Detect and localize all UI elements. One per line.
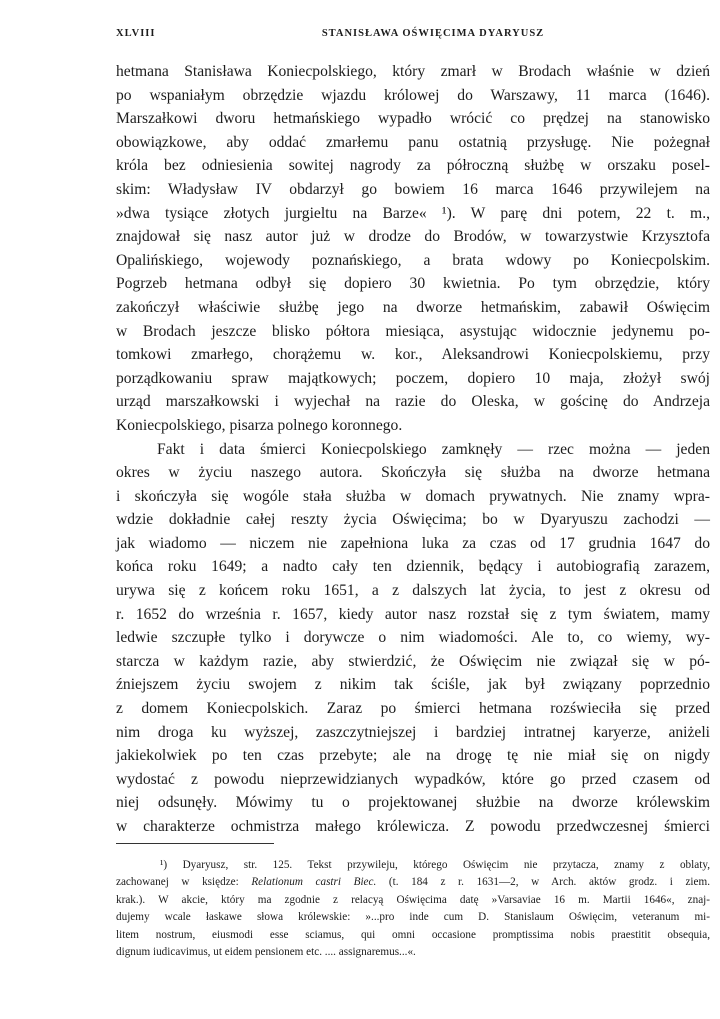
text-line: po wspaniałym obrzędzie wjazdu królowej do Warszawy, 11 marca (1646).	[116, 86, 710, 104]
text-line: okres w życiu naszego autora. Skończyła się służba na dworze hetmana	[116, 464, 710, 482]
text-line: wydostać z powodu nieprzewidzianych wypadków, które go przed czasem od	[116, 770, 710, 788]
footnote-line	[116, 874, 710, 891]
footnote-rule	[116, 843, 274, 844]
text-line: niej odsunęły. Mówimy tu o projektowanej służbie na dworze królewskim	[116, 794, 710, 812]
text-line: urywa się z końcem roku 1651, a z dalszych lat życia, to jest z okresu od	[116, 582, 710, 600]
text-line: Opalińskiego, wojewody poznańskiego, a brata wdowy po Koniecpolskim.	[116, 251, 710, 269]
footnote-text: dujemy wcale łaskawe słowa królewskie: »...pro inde cum D. Stanislaum Oświęcim, veteranum mi-	[116, 911, 710, 924]
text-line: r. 1652 do września r. 1657, kiedy autor nasz rozstał się z tym światem, mamy	[116, 605, 710, 623]
main-text	[116, 60, 710, 839]
text-line: końca roku 1649; a nadto cały ten dziennik, będący i autobiografią zarazem,	[116, 558, 710, 576]
footnote-text: krak.). W akcie, który ma zgodnie z relacyą Oświęcima datę »Varsaviae 16 m. Martii 1646«, znaj-	[116, 893, 710, 906]
footnote	[116, 857, 710, 961]
text-line: skim: Władysław IV obdarzył go bowiem 16 marca 1646 przywilejem na	[116, 180, 710, 198]
footnote-line	[116, 927, 710, 944]
footnote-text: (t. 184 z r. 1631—2, w Arch. aktów grodz. i ziem.	[376, 876, 711, 889]
text-line: obowiązkowe, aby oddać zmarłemu panu ostatnią przysługę. Nie pożegnał	[116, 133, 710, 151]
text-line: wdzie dokładnie całej reszty życia Oświęcima; bo w Dyaryuszu zachodzi —	[116, 511, 710, 529]
footnote-text: ¹) Dyaryusz, str. 125. Tekst przywileju, którego Oświęcim nie przytacza, znamy z oblaty,	[160, 859, 710, 871]
text-line: hetmana Stanisława Koniecpolskiego, który zmarł w Brodach właśnie w dzień	[116, 63, 710, 80]
text-line: tomkowi zmarłego, chorążemu w. kor., Aleksandrowi Koniecpolskiemu, przy	[116, 346, 710, 364]
text-line: króla bez odniesienia sowitej nagrody za półroczną służbę w orszaku posel-	[116, 157, 710, 175]
text-line: »dwa tysiące złotych jurgieltu na Barze« ¹). W parę dni potem, 22 t. m.,	[116, 204, 710, 222]
text-line: i skończyła się wogóle stała służba w domach prywatnych. Nie znamy wpra-	[116, 487, 710, 505]
page-number: XLVIII	[116, 28, 156, 39]
footnote-text: dignum iudicavimus, ut eidem pensionem etc. .... assignaremus...«.	[116, 946, 416, 959]
footnote-line	[116, 857, 710, 874]
text-line: Marszałkowi dworu hetmańskiego wypadło wrócić co prędzej na stanowisko	[116, 110, 710, 128]
text-line: jak wiadomo — niczem nie zapełniona luka za czas od 17 grudnia 1647 do	[116, 534, 710, 552]
text-line: porządkowaniu spraw majątkowych; poczem, dopiero 10 maja, złożył swój	[116, 369, 710, 387]
text-line: nim droga ku wyższej, zaszczytniejszej i bardziej intratnej karyerze, aniżeli	[116, 723, 710, 741]
text-line: w Brodach jeszcze blisko półtora miesiąca, asystując widocznie jedynemu po-	[116, 322, 710, 340]
footnote-italic-title: Relationum castri Biec.	[251, 876, 377, 889]
text-line: Pogrzeb hetmana odbył się dopiero 30 kwietnia. Po tym obrzędzie, który	[116, 275, 710, 293]
text-line: w charakterze ochmistrza małego królewicza. Z powodu przedwczesnej śmierci	[116, 818, 710, 835]
text-line: starcza w każdym razie, aby stwierdzić, że Oświęcim nie związał się w pó-	[116, 652, 710, 670]
running-header	[116, 28, 710, 44]
text-line: jakiekolwiek po ten czas przebyte; ale na drogę tę nie miał się on nigdy	[116, 747, 710, 765]
footnote-text: zachowanej w księdze:	[116, 876, 252, 889]
footnote-text: litem nostrum, eiusmodi esse sciamus, qui omni occasione promptissima nobis praestitit obsequia,	[116, 928, 710, 941]
text-line: z domem Koniecpolskich. Zaraz po śmierci hetmana rozświeciła się przed	[116, 700, 710, 718]
text-line: Koniecpolskiego, pisarza polnego koronnego.	[116, 416, 403, 434]
text-line: źniejszem życiu swojem z nikim tak ściśle, jak był związany poprzednio	[116, 676, 710, 694]
footnote-line	[116, 909, 710, 926]
text-line: ledwie szczupłe tylko i dorywcze o nim wiadomości. Ale to, co wiemy, wy-	[116, 629, 710, 647]
footnote-line	[116, 944, 710, 961]
text-line: zakończył właściwie służbę jego na dworze hetmańskim, zabawił Oświęcim	[116, 298, 710, 316]
text-line: Fakt i data śmierci Koniecpolskiego zamknęły — rzec można — jeden	[157, 440, 710, 458]
text-line: znajdował się nasz autor już w drodze do Brodów, w towarzystwie Krzysztofa	[116, 228, 710, 246]
text-line: urząd marszałkowski i wyjechał na razie do Oleska, w gościnę do Andrzeja	[116, 393, 710, 411]
running-title: STANISŁAWA OŚWIĘCIMA DYARYUSZ	[321, 28, 545, 39]
footnote-line	[116, 892, 710, 909]
